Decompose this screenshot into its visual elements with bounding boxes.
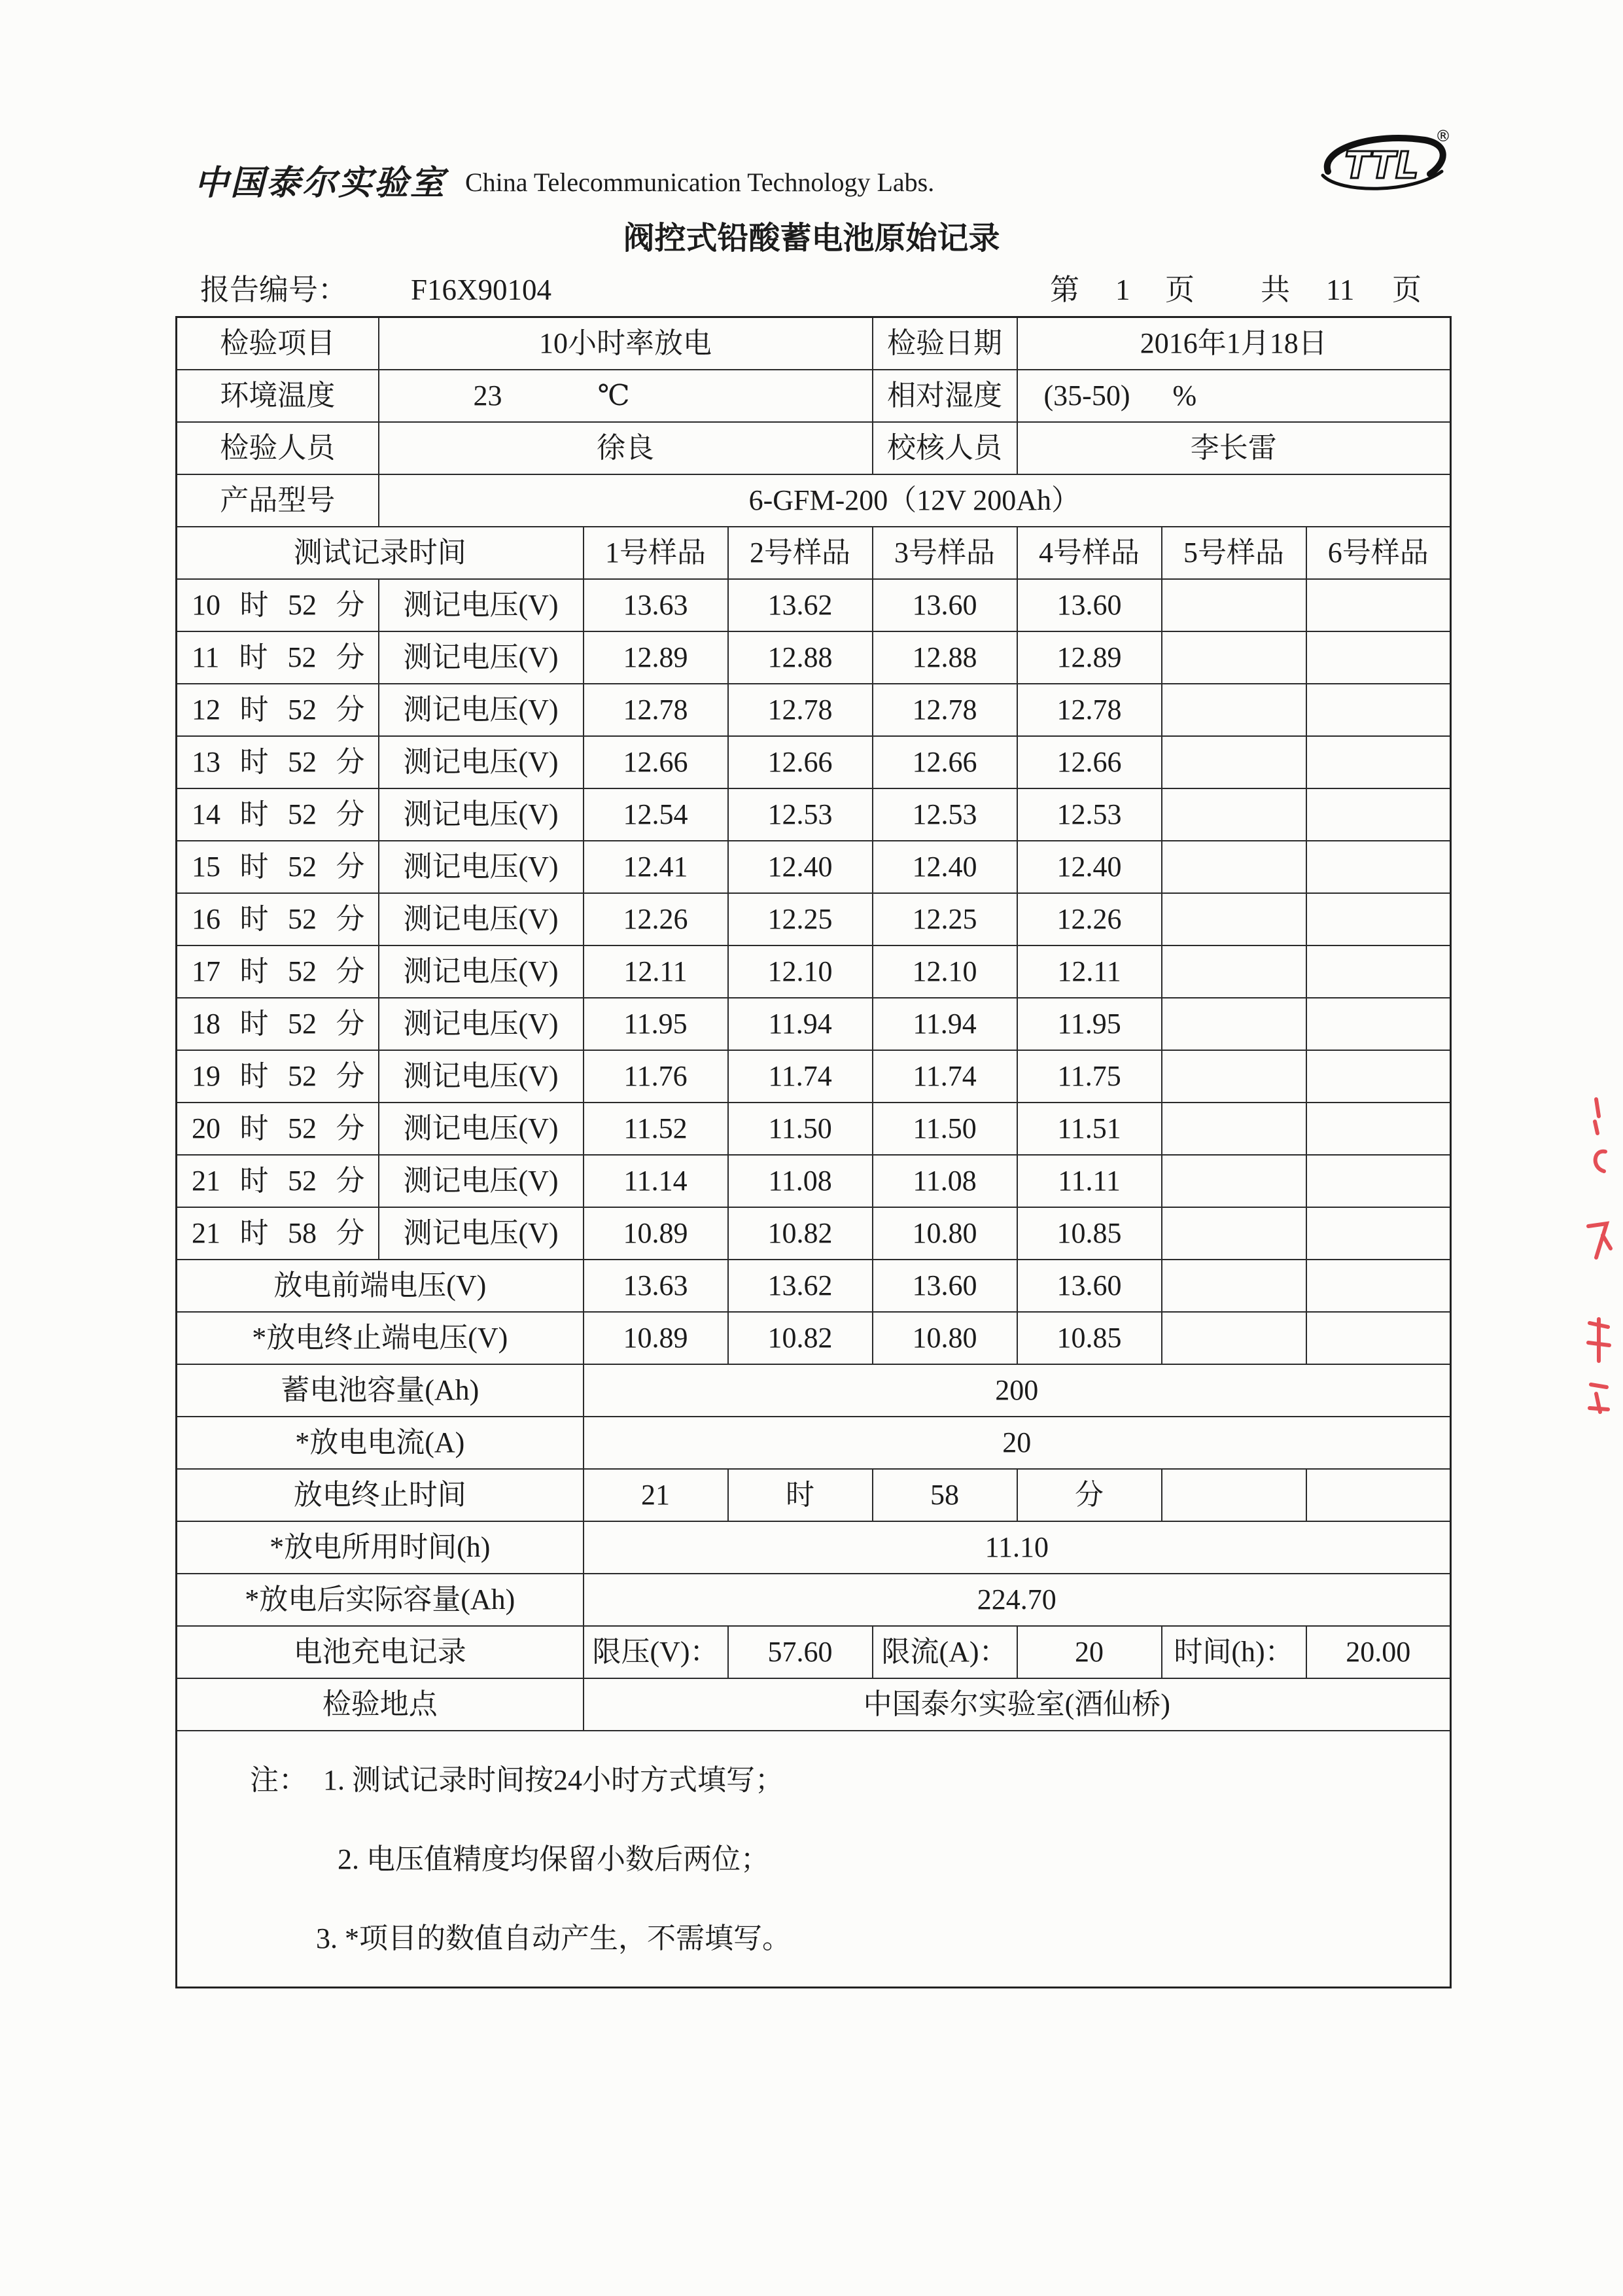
reading-minute: 52: [288, 588, 317, 621]
reading-row-10: [177, 1050, 1451, 1103]
reading-minute: 52: [288, 1059, 317, 1092]
reading-label: 测记电压(V): [379, 788, 584, 841]
note-item-3: 3. *项目的数值自动产生，不需填写。: [316, 1922, 791, 1954]
reading-minute-unit: 分: [336, 1059, 365, 1092]
sample-5-voltage-empty: [1162, 736, 1306, 788]
total-pages: 11: [1326, 274, 1355, 306]
document-title: 阀控式铅酸蓄电池原始记录: [623, 220, 1000, 256]
page-number: 1: [1115, 274, 1130, 306]
reading-time-cell: [177, 736, 379, 788]
inspector-value: 徐良: [379, 422, 873, 474]
sample-3-voltage: 13.60: [873, 579, 1017, 631]
reading-minute-unit: 分: [336, 798, 365, 830]
sample-5-voltage-empty: [1162, 684, 1306, 736]
reading-time: [181, 1218, 374, 1249]
sample-4-voltage: 12.78: [1017, 684, 1162, 736]
model-label: 产品型号: [177, 474, 379, 527]
readings-section: [177, 579, 1451, 1260]
sample-1-voltage: 11.95: [584, 998, 728, 1050]
info-row-environment: [177, 370, 1451, 422]
sample-2-header: 2号样品: [728, 527, 873, 579]
sample-6-voltage-empty: [1306, 998, 1451, 1050]
reading-minute: 58: [288, 1216, 317, 1249]
sample-3-voltage: 12.10: [873, 945, 1017, 998]
sample-4-voltage: 11.51: [1017, 1103, 1162, 1155]
item-value: 10小时率放电: [379, 317, 873, 370]
reading-minute-unit: 分: [336, 1164, 365, 1197]
charge-voltage-value: 57.60: [728, 1626, 873, 1678]
charge-current-label: 限流(A)：: [873, 1626, 1017, 1678]
sample-5-voltage-empty: [1162, 1155, 1306, 1207]
capacity-value: 200: [584, 1364, 1451, 1417]
sample-4-voltage: 12.53: [1017, 788, 1162, 841]
start-voltage-label: 放电前端电压(V): [177, 1260, 584, 1312]
sample-6-start-voltage-empty: [1306, 1260, 1451, 1312]
date-value: 2016年1月18日: [1017, 317, 1451, 370]
sample-4-voltage: 11.95: [1017, 998, 1162, 1050]
sample-1-voltage: 11.14: [584, 1155, 728, 1207]
humidity-label: 相对湿度: [873, 370, 1017, 422]
sample-6-end-voltage-empty: [1306, 1312, 1451, 1364]
reading-time: [181, 799, 374, 830]
sample-1-voltage: 12.66: [584, 736, 728, 788]
sample-6-voltage-empty: [1306, 841, 1451, 893]
sample-2-voltage: 11.50: [728, 1103, 873, 1155]
sample-1-start-voltage: 13.63: [584, 1260, 728, 1312]
sample-3-voltage: 10.80: [873, 1207, 1017, 1260]
reading-time: [181, 904, 374, 935]
reading-time-cell: [177, 998, 379, 1050]
sample-5-voltage-empty: [1162, 1050, 1306, 1103]
registered-mark: ®: [1435, 127, 1451, 145]
sample-5-voltage-empty: [1162, 631, 1306, 684]
reading-minute-unit: 分: [336, 1007, 365, 1040]
sample-2-voltage: 12.78: [728, 684, 873, 736]
sample-5-voltage-empty: [1162, 945, 1306, 998]
actual-capacity-label: *放电后实际容量(Ah): [177, 1574, 584, 1626]
sample-2-voltage: 10.82: [728, 1207, 873, 1260]
report-number-label: 报告编号：: [200, 274, 348, 306]
reading-hour-unit: 时: [239, 798, 269, 830]
sample-4-voltage: 12.11: [1017, 945, 1162, 998]
reading-minute: 52: [288, 902, 317, 935]
end-time-row: [177, 1469, 1451, 1521]
note-item-2: 2. 电压值精度均保留小数后两位；: [338, 1843, 769, 1875]
reading-hour: 21: [192, 1216, 220, 1249]
sample-1-voltage: 12.26: [584, 893, 728, 945]
sample-3-voltage: 11.94: [873, 998, 1017, 1050]
time-header: 测试记录时间: [177, 527, 584, 579]
reading-minute-unit: 分: [336, 850, 365, 883]
sample-6-voltage-empty: [1306, 684, 1451, 736]
sample-2-voltage: 12.10: [728, 945, 873, 998]
reading-minute-unit: 分: [336, 641, 365, 673]
reading-row-13: [177, 1207, 1451, 1260]
sample-6-voltage-empty: [1306, 945, 1451, 998]
sample-5-voltage-empty: [1162, 998, 1306, 1050]
date-label: 检验日期: [873, 317, 1017, 370]
notes: [181, 1731, 1446, 1987]
notes-row: [177, 1731, 1451, 1988]
reading-time-cell: [177, 788, 379, 841]
notes-prefix: 注：: [250, 1764, 307, 1796]
sample-1-end-voltage: 10.89: [584, 1312, 728, 1364]
reading-minute: 52: [288, 1007, 317, 1040]
reviewer-value: 李长雷: [1017, 422, 1451, 474]
notes-list: [316, 1740, 791, 1978]
current-label: *放电电流(A): [177, 1417, 584, 1469]
sample-5-end-voltage-empty: [1162, 1312, 1306, 1364]
reading-time: [181, 1008, 374, 1040]
ttl-logo: [1314, 123, 1452, 202]
reading-label: 测记电压(V): [379, 736, 584, 788]
reading-label: 测记电压(V): [379, 631, 584, 684]
sample-6-voltage-empty: [1306, 893, 1451, 945]
sample-2-voltage: 12.40: [728, 841, 873, 893]
reading-time-cell: [177, 1155, 379, 1207]
reading-label: 测记电压(V): [379, 1207, 584, 1260]
reading-minute-unit: 分: [336, 745, 365, 778]
reading-hour-unit: 时: [239, 1216, 269, 1249]
location-value: 中国泰尔实验室(酒仙桥): [584, 1678, 1451, 1731]
sample-6-voltage-empty: [1306, 1155, 1451, 1207]
reading-row-9: [177, 998, 1451, 1050]
sample-5-voltage-empty: [1162, 1207, 1306, 1260]
info-row-item: [177, 317, 1451, 370]
lab-name-english: China Telecommunication Technology Labs.: [465, 168, 935, 197]
sample-4-end-voltage: 10.85: [1017, 1312, 1162, 1364]
reading-row-8: [177, 945, 1451, 998]
sample-4-header: 4号样品: [1017, 527, 1162, 579]
sample-2-end-voltage: 10.82: [728, 1312, 873, 1364]
sample-4-voltage: 10.85: [1017, 1207, 1162, 1260]
reading-hour-unit: 时: [239, 641, 268, 673]
model-value: 6-GFM-200（12V 200Ah）: [379, 474, 1451, 527]
reading-minute-unit: 分: [336, 955, 365, 987]
location-label: 检验地点: [177, 1678, 584, 1731]
sample-3-header: 3号样品: [873, 527, 1017, 579]
actual-capacity-row: [177, 1574, 1451, 1626]
info-section: [177, 317, 1451, 580]
location-row: [177, 1678, 1451, 1731]
sample-4-voltage: 12.40: [1017, 841, 1162, 893]
end-hour: 21: [584, 1469, 728, 1521]
sample-1-header: 1号样品: [584, 527, 728, 579]
capacity-label: 蓄电池容量(Ah): [177, 1364, 584, 1417]
sample-4-voltage: 12.66: [1017, 736, 1162, 788]
sample-5-voltage-empty: [1162, 788, 1306, 841]
summary-section: [177, 1260, 1451, 1988]
note-item-1: 1. 测试记录时间按24小时方式填写；: [323, 1764, 784, 1796]
page-suffix: 页: [1165, 274, 1195, 306]
reading-hour: 19: [192, 1059, 220, 1092]
reviewer-label: 校核人员: [873, 422, 1017, 474]
sample-5-header: 5号样品: [1162, 527, 1306, 579]
sample-3-end-voltage: 10.80: [873, 1312, 1017, 1364]
sample-6-voltage-empty: [1306, 1103, 1451, 1155]
charge-time-label: 时间(h)：: [1162, 1626, 1306, 1678]
report-number: F16X90104: [411, 274, 552, 306]
sample-3-voltage: 11.08: [873, 1155, 1017, 1207]
reading-minute: 52: [288, 745, 317, 778]
reading-label: 测记电压(V): [379, 1050, 584, 1103]
end-time-empty-2: [1306, 1469, 1451, 1521]
reading-row-6: [177, 841, 1451, 893]
sample-2-voltage: 12.88: [728, 631, 873, 684]
sample-2-voltage: 13.62: [728, 579, 873, 631]
end-voltage-label: *放电终止端电压(V): [177, 1312, 584, 1364]
reading-hour: 16: [192, 902, 220, 935]
sample-2-start-voltage: 13.62: [728, 1260, 873, 1312]
reading-time-cell: [177, 1207, 379, 1260]
reading-hour-unit: 时: [239, 1112, 269, 1144]
sample-3-voltage: 11.74: [873, 1050, 1017, 1103]
reading-time-cell: [177, 684, 379, 736]
sample-5-voltage-empty: [1162, 1103, 1306, 1155]
reading-hour-unit: 时: [239, 955, 269, 987]
reading-row-1: [177, 579, 1451, 631]
reading-minute: 52: [288, 798, 317, 830]
reading-time: [181, 1113, 374, 1144]
sample-2-voltage: 12.66: [728, 736, 873, 788]
reading-label: 测记电压(V): [379, 684, 584, 736]
reading-time-cell: [177, 893, 379, 945]
reading-row-11: [177, 1103, 1451, 1155]
reading-label: 测记电压(V): [379, 945, 584, 998]
sample-1-voltage: 12.54: [584, 788, 728, 841]
sample-4-voltage: 11.11: [1017, 1155, 1162, 1207]
temperature-wrap: [383, 372, 868, 420]
charge-label: 电池充电记录: [177, 1626, 584, 1678]
reading-time-cell: [177, 841, 379, 893]
reading-hour-unit: 时: [239, 1059, 269, 1092]
current-row: [177, 1417, 1451, 1469]
sample-6-voltage-empty: [1306, 631, 1451, 684]
reading-hour-unit: 时: [239, 1007, 269, 1040]
duration-label: *放电所用时间(h): [177, 1521, 584, 1574]
reading-hour: 12: [192, 693, 220, 726]
reading-minute-unit: 分: [336, 1112, 365, 1144]
humidity-unit: %: [1172, 379, 1197, 412]
reading-hour: 13: [192, 745, 220, 778]
sample-2-voltage: 12.25: [728, 893, 873, 945]
end-time-empty-1: [1162, 1469, 1306, 1521]
humidity-wrap: [1022, 372, 1446, 420]
total-prefix: 共: [1261, 274, 1291, 306]
reading-time-cell: [177, 631, 379, 684]
humidity-cell: [1017, 370, 1451, 422]
reading-label: 测记电压(V): [379, 1155, 584, 1207]
sample-1-voltage: 11.52: [584, 1103, 728, 1155]
reading-label: 测记电压(V): [379, 998, 584, 1050]
sample-2-voltage: 12.53: [728, 788, 873, 841]
sample-3-voltage: 12.53: [873, 788, 1017, 841]
reading-hour: 18: [192, 1007, 220, 1040]
sample-1-voltage: 12.89: [584, 631, 728, 684]
sample-6-voltage-empty: [1306, 1050, 1451, 1103]
sample-4-voltage: 12.26: [1017, 893, 1162, 945]
sample-3-voltage: 12.88: [873, 631, 1017, 684]
reading-hour: 20: [192, 1112, 220, 1144]
duration-value: 11.10: [584, 1521, 1451, 1574]
reading-time: [181, 851, 374, 883]
reading-hour-unit: 时: [239, 588, 269, 621]
end-time-label: 放电终止时间: [177, 1469, 584, 1521]
sample-4-start-voltage: 13.60: [1017, 1260, 1162, 1312]
reading-minute: 52: [287, 641, 317, 673]
reading-minute: 52: [288, 955, 317, 987]
sample-3-voltage: 11.50: [873, 1103, 1017, 1155]
duration-row: [177, 1521, 1451, 1574]
sample-1-voltage: 12.11: [584, 945, 728, 998]
temperature-value: 23: [473, 379, 502, 412]
current-value: 20: [584, 1417, 1451, 1469]
reading-label: 测记电压(V): [379, 1103, 584, 1155]
reading-label: 测记电压(V): [379, 841, 584, 893]
temperature-label: 环境温度: [177, 370, 379, 422]
sample-4-voltage: 13.60: [1017, 579, 1162, 631]
sample-1-voltage: 13.63: [584, 579, 728, 631]
sample-3-voltage: 12.66: [873, 736, 1017, 788]
end-voltage-row: [177, 1312, 1451, 1364]
reading-time: [181, 747, 374, 778]
sample-1-voltage: 10.89: [584, 1207, 728, 1260]
reading-minute-unit: 分: [336, 588, 365, 621]
reading-hour: 15: [192, 850, 220, 883]
charge-voltage-label: 限压(V)：: [584, 1626, 728, 1678]
sample-1-voltage: 12.41: [584, 841, 728, 893]
sample-5-voltage-empty: [1162, 841, 1306, 893]
reading-minute-unit: 分: [336, 1216, 365, 1249]
reading-minute: 52: [288, 1164, 317, 1197]
charge-current-value: 20: [1017, 1626, 1162, 1678]
info-row-personnel: [177, 422, 1451, 474]
reading-label: 测记电压(V): [379, 579, 584, 631]
reading-row-5: [177, 788, 1451, 841]
sample-2-voltage: 11.94: [728, 998, 873, 1050]
actual-capacity-value: 224.70: [584, 1574, 1451, 1626]
reading-minute-unit: 分: [336, 693, 365, 726]
reading-row-7: [177, 893, 1451, 945]
reading-minute-unit: 分: [336, 902, 365, 935]
reading-minute: 52: [288, 850, 317, 883]
sample-6-voltage-empty: [1306, 579, 1451, 631]
reading-hour-unit: 时: [239, 850, 269, 883]
sample-5-voltage-empty: [1162, 893, 1306, 945]
capacity-row: [177, 1364, 1451, 1417]
temperature-unit: ℃: [597, 379, 630, 412]
notes-cell: [177, 1731, 1451, 1988]
reading-time: [181, 642, 374, 673]
sample-6-voltage-empty: [1306, 736, 1451, 788]
reading-time-cell: [177, 945, 379, 998]
reading-hour-unit: 时: [239, 902, 269, 935]
reading-hour: 10: [192, 588, 220, 621]
seal-fragment: [1577, 1086, 1622, 1426]
end-minute-unit: 分: [1017, 1469, 1162, 1521]
reading-hour: 17: [192, 955, 220, 987]
sample-3-voltage: 12.25: [873, 893, 1017, 945]
charge-time-value: 20.00: [1306, 1626, 1451, 1678]
start-voltage-row: [177, 1260, 1451, 1312]
sample-4-voltage: 12.89: [1017, 631, 1162, 684]
reading-time: [181, 956, 374, 987]
reading-minute: 52: [288, 1112, 317, 1144]
total-suffix: 页: [1392, 274, 1422, 306]
reading-hour: 11: [192, 641, 220, 673]
reading-row-2: [177, 631, 1451, 684]
reading-minute: 52: [288, 693, 317, 726]
info-row-model: [177, 474, 1451, 527]
sample-2-voltage: 11.74: [728, 1050, 873, 1103]
reading-row-3: [177, 684, 1451, 736]
item-label: 检验项目: [177, 317, 379, 370]
page-prefix: 第: [1050, 274, 1080, 306]
sample-3-start-voltage: 13.60: [873, 1260, 1017, 1312]
sample-6-header: 6号样品: [1306, 527, 1451, 579]
reading-time: [181, 1061, 374, 1092]
reading-time-cell: [177, 579, 379, 631]
temperature-cell: [379, 370, 873, 422]
record-table: [175, 316, 1452, 1988]
end-hour-unit: 时: [728, 1469, 873, 1521]
reading-label: 测记电压(V): [379, 893, 584, 945]
reading-time-cell: [177, 1103, 379, 1155]
sample-1-voltage: 11.76: [584, 1050, 728, 1103]
sample-6-voltage-empty: [1306, 1207, 1451, 1260]
charge-row: [177, 1626, 1451, 1678]
sample-4-voltage: 11.75: [1017, 1050, 1162, 1103]
reading-hour-unit: 时: [239, 693, 269, 726]
reading-hour-unit: 时: [239, 745, 269, 778]
inspector-label: 检验人员: [177, 422, 379, 474]
sample-3-voltage: 12.40: [873, 841, 1017, 893]
lab-logo-chinese: 中国泰尔实验室: [194, 163, 447, 203]
sample-3-voltage: 12.78: [873, 684, 1017, 736]
humidity-value: (35-50): [1043, 379, 1130, 412]
sample-1-voltage: 12.78: [584, 684, 728, 736]
reading-time-cell: [177, 1050, 379, 1103]
reading-time: [181, 590, 374, 621]
sample-5-start-voltage-empty: [1162, 1260, 1306, 1312]
reading-time: [181, 694, 374, 726]
sample-5-voltage-empty: [1162, 579, 1306, 631]
reading-row-12: [177, 1155, 1451, 1207]
ttl-logo-text: TTL: [1344, 145, 1419, 187]
end-minute: 58: [873, 1469, 1017, 1521]
reading-hour-unit: 时: [239, 1164, 269, 1197]
sample-header-row: [177, 527, 1451, 579]
sample-2-voltage: 11.08: [728, 1155, 873, 1207]
reading-row-4: [177, 736, 1451, 788]
reading-time: [181, 1165, 374, 1197]
sample-6-voltage-empty: [1306, 788, 1451, 841]
reading-hour: 21: [192, 1164, 220, 1197]
reading-hour: 14: [192, 798, 220, 830]
